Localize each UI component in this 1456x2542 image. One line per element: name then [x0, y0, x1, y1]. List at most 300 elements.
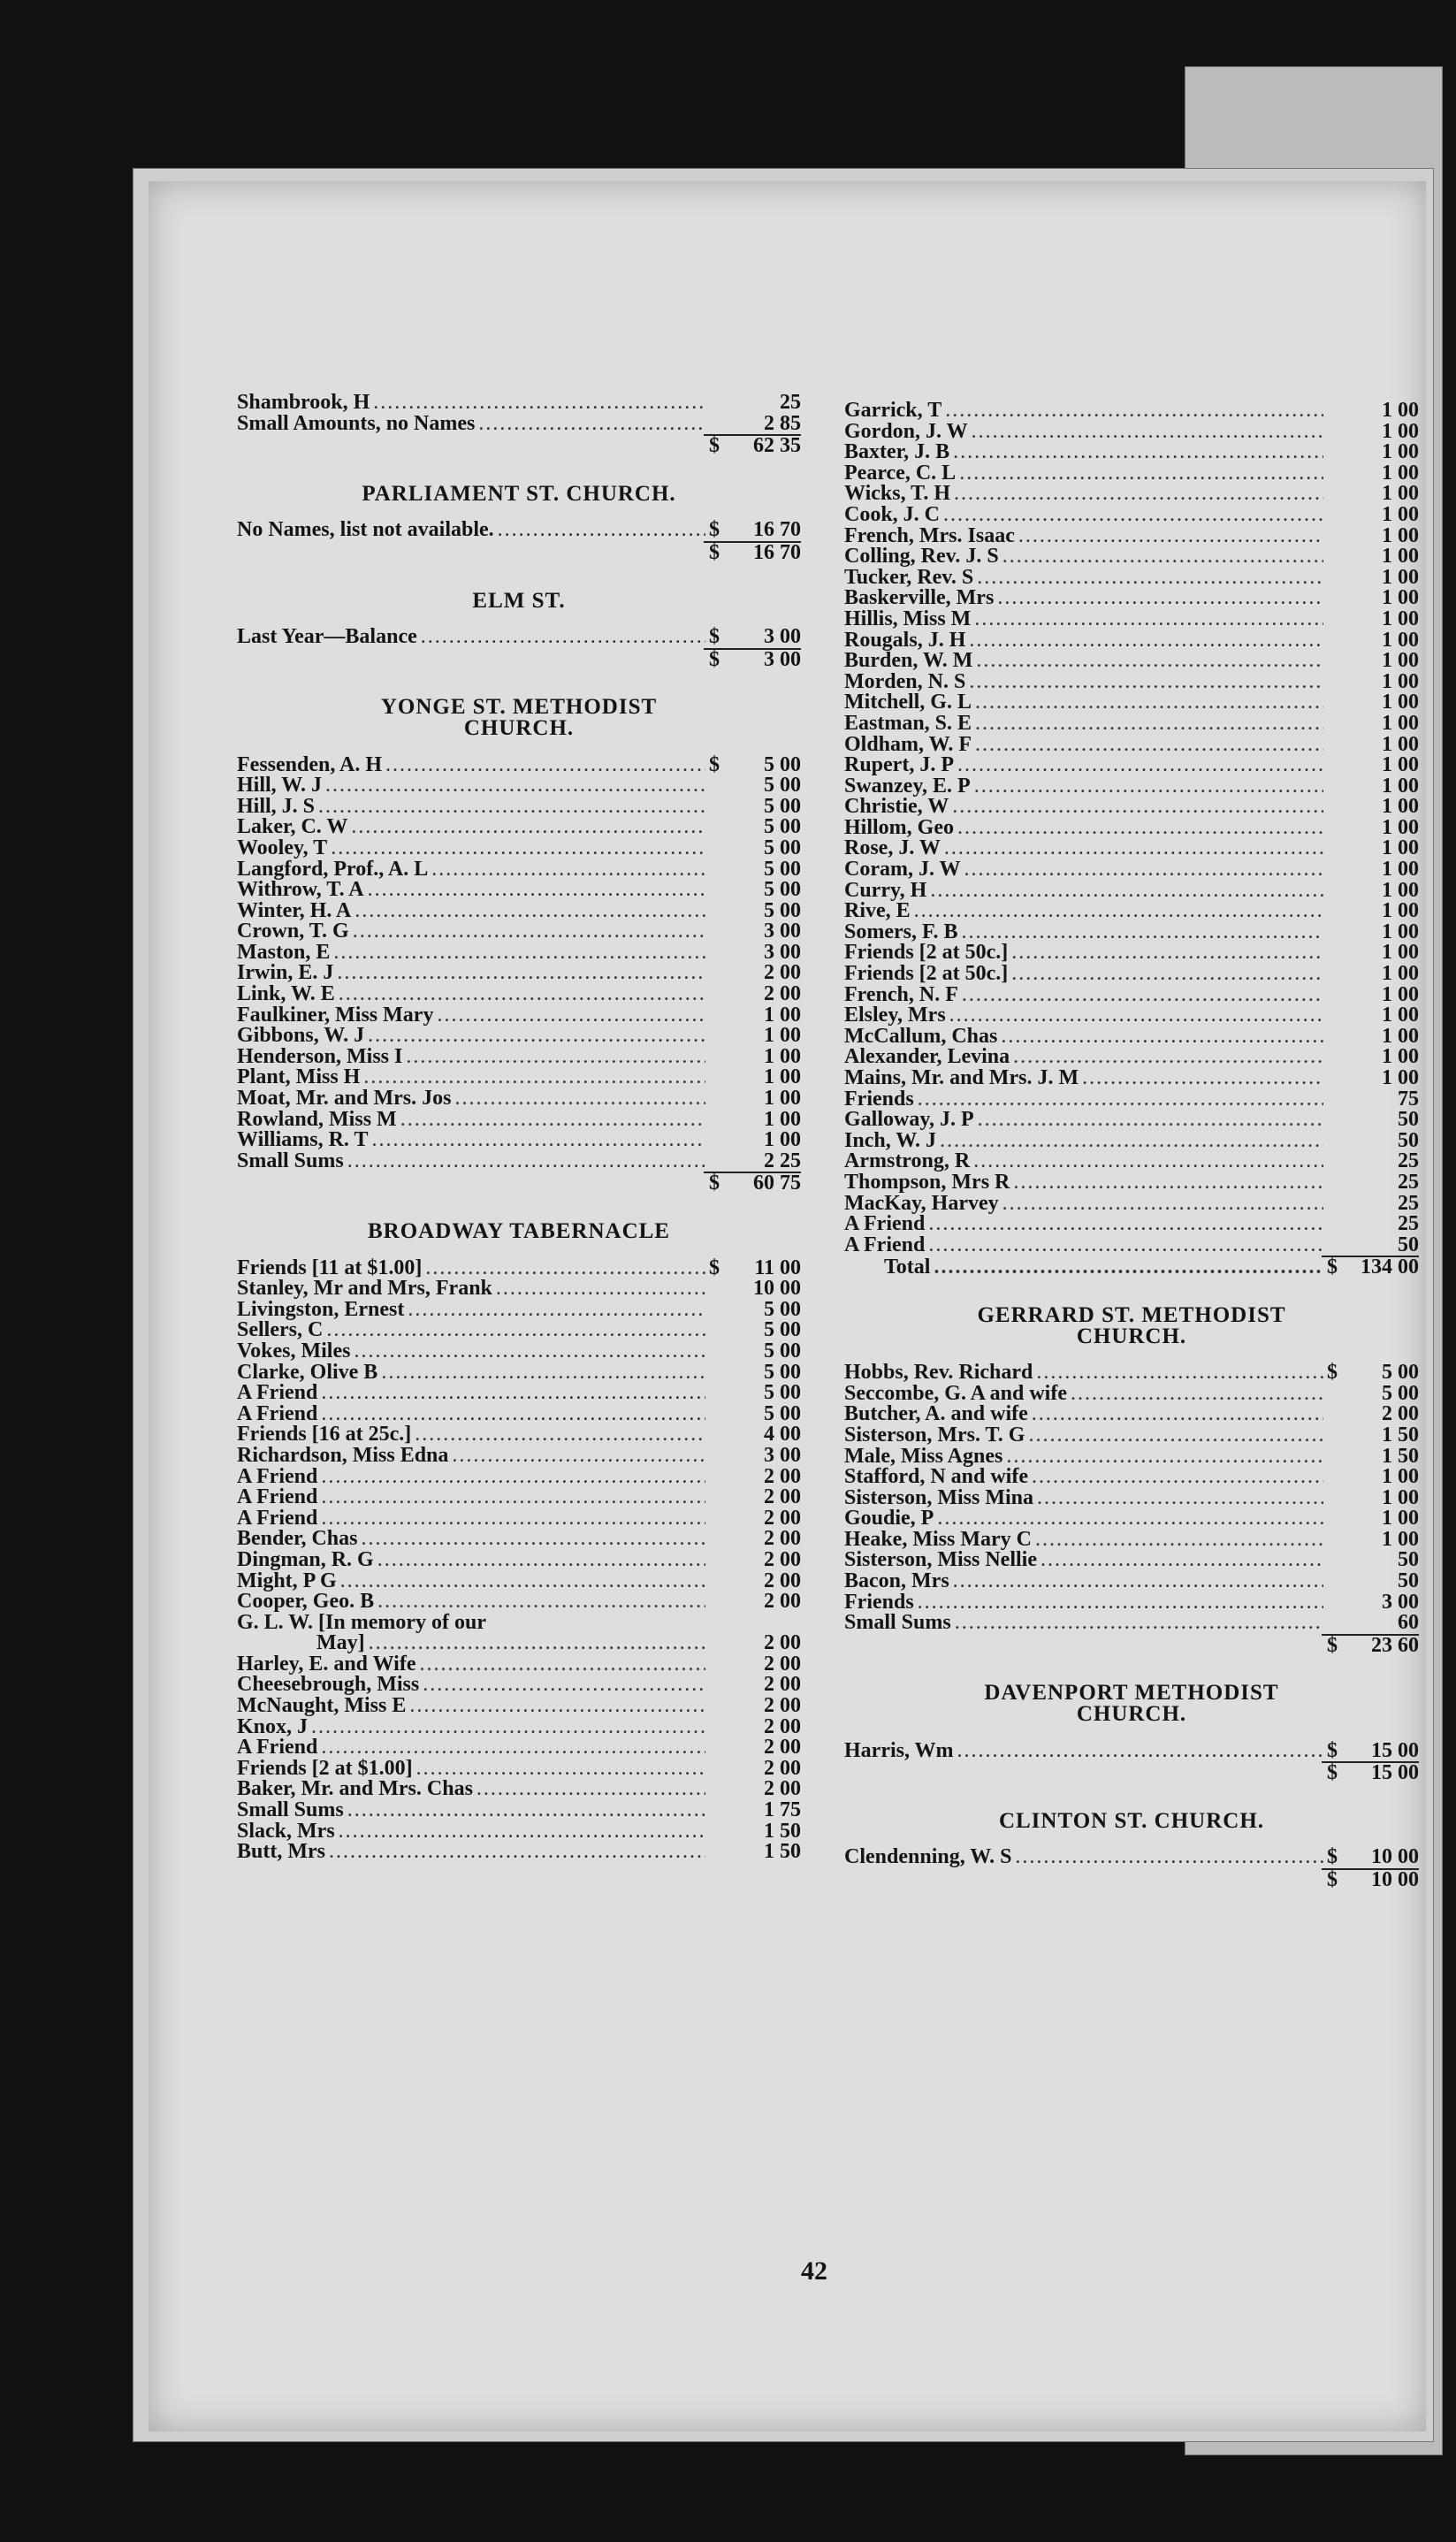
leader-dots — [431, 859, 705, 881]
leader-dots — [976, 651, 1323, 672]
total-row — [844, 1870, 1419, 1891]
leader-dots — [331, 838, 705, 859]
leader-dots — [363, 1067, 705, 1088]
leader-dots — [1041, 1550, 1323, 1571]
entry-amount: 2 00 — [764, 1464, 801, 1488]
entry-name: Hill, J. S — [237, 794, 316, 818]
ledger-row — [237, 1633, 801, 1654]
entry-name: Harley, E. and Wife — [237, 1652, 416, 1676]
entry-amount: 1 00 — [1382, 502, 1419, 526]
entry-amount: 2 00 — [764, 1756, 801, 1780]
entry-name: Rougals, J. H — [844, 628, 966, 652]
ledger-row — [844, 859, 1419, 881]
entry-name: Last Year—Balance — [237, 625, 417, 649]
entry-amount: 2 00 — [764, 982, 801, 1006]
ledger-row — [844, 1738, 1419, 1762]
entry-amount: 2 00 — [764, 1673, 801, 1697]
entry-name: Sisterson, Mrs. T. G — [844, 1423, 1025, 1447]
entry-name: Eastman, S. E — [844, 711, 972, 735]
spacer — [237, 670, 801, 697]
leader-dots — [945, 401, 1323, 422]
leader-dots — [329, 1842, 705, 1863]
entry-name: Friends [2 at $1.00] — [237, 1756, 413, 1780]
ledger-row — [237, 1675, 801, 1696]
entry-name: Coram, J. W — [844, 858, 961, 882]
leader-dots — [953, 1571, 1323, 1592]
spacer — [237, 1195, 801, 1221]
entry-amount: 1 00 — [1382, 482, 1419, 506]
ledger-row — [237, 898, 801, 922]
entry-name: Moat, Mr. and Mrs. Jos — [237, 1087, 452, 1111]
ledger-row — [237, 1737, 801, 1759]
entry-name: Burden, W. M — [844, 649, 973, 673]
ledger-row — [237, 1424, 801, 1446]
leader-dots — [1002, 546, 1323, 568]
ledger-row — [844, 1128, 1419, 1152]
entry-name: Butcher, A. and wife — [844, 1402, 1028, 1426]
entry-name: Mitchell, G. L — [844, 691, 972, 714]
total-row — [844, 1633, 1419, 1657]
ledger-row — [237, 1360, 801, 1384]
entry-amount: 1 00 — [1382, 753, 1419, 777]
entry-amount: 1 00 — [1382, 669, 1419, 693]
total-amount: 62 35 — [753, 434, 801, 458]
entry-amount: 1 00 — [1382, 1507, 1419, 1531]
leader-dots — [1002, 1194, 1323, 1215]
ledger-row — [844, 878, 1419, 902]
ledger-row — [844, 1592, 1419, 1614]
entry-amount: 1 00 — [1382, 920, 1419, 943]
entry-amount: 25 — [1398, 1149, 1419, 1173]
leader-dots — [377, 1550, 705, 1571]
dollar-sign: $ — [709, 1256, 720, 1279]
entry-amount: 5 00 — [764, 1381, 801, 1405]
ledger-row — [237, 1443, 801, 1467]
leader-dots — [321, 1467, 705, 1488]
ledger-row — [844, 523, 1419, 547]
ledger-row — [844, 1527, 1419, 1551]
entry-amount: 1 00 — [1382, 461, 1419, 485]
entry-amount: 10 00 — [1371, 1845, 1419, 1869]
ledger-row — [844, 901, 1419, 922]
entry-amount: 2 00 — [764, 1652, 801, 1676]
total-row — [844, 1763, 1419, 1784]
total-row — [237, 436, 801, 457]
entry-name: Thompson, Mrs R — [844, 1170, 1010, 1194]
leader-dots — [1001, 1027, 1323, 1048]
entry-amount: 1 00 — [1382, 711, 1419, 735]
entry-name: McCallum, Chas — [844, 1024, 998, 1048]
dollar-sign: $ — [1327, 1868, 1338, 1891]
leader-dots — [452, 1446, 705, 1467]
ledger-row — [237, 1341, 801, 1363]
entry-amount: 1 00 — [1382, 1527, 1419, 1551]
leader-dots — [928, 1214, 1323, 1235]
leader-dots — [476, 1779, 705, 1800]
entry-name: McNaught, Miss E — [237, 1694, 407, 1718]
entry-name: May] — [316, 1631, 365, 1655]
ledger-row — [237, 1026, 801, 1047]
entry-name: Male, Miss Agnes — [844, 1444, 1003, 1468]
leader-dots — [969, 672, 1323, 693]
leader-dots — [377, 1592, 705, 1613]
entry-amount: 1 00 — [1382, 858, 1419, 882]
leader-dots — [421, 627, 705, 648]
entry-amount: 1 00 — [764, 1087, 801, 1111]
leader-dots — [409, 1696, 705, 1717]
ledger-row — [844, 484, 1419, 505]
entry-name: French, N. F — [844, 982, 958, 1006]
entry-name: Goudie, P — [844, 1507, 934, 1531]
leader-dots — [321, 1383, 705, 1404]
entry-name: MacKay, Harvey — [844, 1191, 999, 1215]
leader-dots — [1018, 526, 1323, 547]
leader-dots — [318, 797, 705, 818]
dollar-sign: $ — [709, 1172, 720, 1195]
ledger-row — [237, 1696, 801, 1717]
entry-name: Somers, F. B — [844, 920, 958, 943]
section-heading: YONGE ST. METHODIST — [380, 695, 658, 720]
entry-amount: 5 00 — [764, 1339, 801, 1363]
entry-amount: 1 00 — [1382, 1066, 1419, 1089]
entry-name: Henderson, Miss I — [237, 1044, 403, 1068]
leader-dots — [400, 1110, 705, 1131]
leader-dots — [1013, 1047, 1323, 1068]
leader-dots — [962, 985, 1323, 1006]
ledger-row — [237, 627, 801, 648]
ledger-row — [844, 755, 1419, 776]
entry-amount: 2 00 — [764, 1569, 801, 1592]
ledger-row — [844, 732, 1419, 756]
entry-name: Swanzey, E. P — [844, 774, 971, 798]
entry-amount: 2 00 — [764, 1527, 801, 1551]
entry-name: Inch, W. J — [844, 1128, 937, 1152]
entry-name: Elsley, Mrs — [844, 1004, 946, 1027]
ledger-row — [844, 797, 1419, 818]
entry-amount: 1 00 — [1382, 836, 1419, 860]
ledger-row — [237, 794, 801, 818]
ledger-row — [844, 609, 1419, 630]
leader-dots — [952, 797, 1323, 818]
leader-dots — [1071, 1384, 1323, 1405]
leader-dots — [498, 520, 705, 541]
leader-dots — [1035, 1530, 1323, 1551]
leader-dots — [1032, 1467, 1323, 1488]
ledger-row — [844, 651, 1419, 672]
entry-name: Small Amounts, no Names — [237, 411, 476, 435]
spacer — [844, 1784, 1419, 1811]
entry-amount: 2 25 — [764, 1149, 801, 1172]
ledger-row — [844, 776, 1419, 798]
entry-amount: 25 — [780, 391, 801, 414]
ledger-row — [237, 1005, 801, 1027]
dollar-sign: $ — [1327, 1256, 1338, 1279]
leader-dots — [321, 1737, 705, 1759]
ledger-row — [844, 565, 1419, 589]
entry-name: Sellers, C — [237, 1318, 324, 1342]
entry-name: Wooley, T — [237, 836, 328, 859]
entry-amount: 1 00 — [1382, 1485, 1419, 1509]
leader-dots — [975, 692, 1323, 714]
entry-amount: 2 00 — [764, 1777, 801, 1801]
entry-amount: 2 00 — [764, 961, 801, 985]
leader-dots — [333, 943, 705, 964]
dollar-sign: $ — [709, 647, 720, 671]
entry-name: Shambrook, H — [237, 391, 370, 414]
ledger-row — [237, 838, 801, 859]
ledger-row — [844, 502, 1419, 526]
ledger-row — [237, 1756, 801, 1780]
leader-dots — [454, 1088, 705, 1110]
leader-dots — [1028, 1425, 1323, 1447]
entry-amount: 5 00 — [764, 774, 801, 798]
section-heading: PARLIAMENT ST. CHURCH. — [362, 481, 676, 506]
entry-name: Seccombe, G. A and wife — [844, 1381, 1067, 1405]
leader-dots — [955, 1613, 1323, 1634]
total-row — [237, 647, 801, 671]
entry-amount: 1 00 — [764, 1003, 801, 1027]
entry-name: Small Sums — [844, 1611, 951, 1635]
spacer — [237, 564, 801, 591]
entry-amount: 1 00 — [1382, 649, 1419, 673]
leader-dots — [974, 776, 1323, 798]
leader-dots — [347, 1151, 705, 1172]
ledger-row — [237, 1130, 801, 1151]
ledger-row — [844, 1110, 1419, 1131]
leader-dots — [969, 630, 1323, 652]
entry-name: Stafford, N and wife — [844, 1465, 1028, 1489]
entry-name: Langford, Prof., A. L — [237, 857, 429, 881]
entry-amount: 1 00 — [1382, 941, 1419, 965]
entry-name: A Friend — [237, 1401, 318, 1425]
leader-dots — [1013, 1172, 1323, 1194]
right-column — [844, 401, 1419, 1891]
entry-amount: 2 00 — [764, 1736, 801, 1760]
leader-dots — [353, 921, 705, 943]
entry-amount: 4 00 — [764, 1423, 801, 1447]
entry-amount: 5 00 — [1382, 1381, 1419, 1405]
entry-amount: 1 00 — [1382, 982, 1419, 1006]
leader-dots — [337, 963, 705, 984]
spacer — [844, 1725, 1419, 1741]
leader-dots — [1032, 1404, 1323, 1425]
entry-name: Armstrong, R — [844, 1149, 971, 1173]
ledger-row — [237, 817, 801, 838]
ledger-row — [844, 838, 1419, 859]
ledger-row — [237, 411, 801, 435]
entry-name: Baker, Mr. and Mrs. Chas — [237, 1777, 473, 1801]
leader-dots — [957, 755, 1323, 776]
entry-amount: 3 00 — [764, 1443, 801, 1467]
entry-amount: 1 00 — [1382, 523, 1419, 547]
entry-name: Friends [2 at 50c.] — [844, 941, 1009, 965]
leader-dots — [416, 1759, 705, 1780]
ledger-row — [844, 982, 1419, 1006]
leader-dots — [978, 1110, 1323, 1131]
entry-amount: 1 00 — [1382, 795, 1419, 819]
leader-dots — [957, 818, 1323, 839]
entry-name: Oldham, W. F — [844, 732, 972, 756]
leader-dots — [974, 609, 1323, 630]
entry-amount: 2 00 — [764, 1590, 801, 1614]
dollar-sign: $ — [1327, 1845, 1338, 1869]
entry-name: Rose, J. W — [844, 836, 941, 860]
ledger-row — [237, 1258, 801, 1279]
ledger-row — [844, 419, 1419, 443]
entry-name: Sisterson, Miss Mina — [844, 1485, 1034, 1509]
total-amount: 3 00 — [764, 647, 801, 671]
entry-name: Plant, Miss H — [237, 1065, 361, 1089]
total-amount: 10 00 — [1371, 1868, 1419, 1891]
entry-name: Friends — [844, 1590, 914, 1614]
ledger-row — [237, 880, 801, 901]
ledger-row — [237, 1107, 801, 1131]
entry-name: Mains, Mr. and Mrs. J. M — [844, 1066, 1079, 1089]
entry-amount: 1 00 — [764, 1107, 801, 1131]
ledger-row — [237, 1714, 801, 1738]
ledger-row — [237, 984, 801, 1005]
ledger-row — [844, 1485, 1419, 1509]
total-label: Total — [884, 1256, 931, 1279]
entry-name: Friends [2 at 50c.] — [844, 962, 1009, 986]
entry-name: Livingston, Ernest — [237, 1297, 405, 1321]
leader-dots — [918, 1592, 1323, 1614]
ledger-row — [844, 588, 1419, 609]
entry-name: Friends [11 at $1.00] — [237, 1256, 423, 1279]
page-number: 42 — [801, 2256, 827, 2286]
leader-dots — [964, 859, 1323, 881]
leader-dots — [943, 505, 1323, 526]
ledger-row — [237, 1067, 801, 1088]
entry-amount: 5 00 — [764, 878, 801, 902]
entry-amount: 2 85 — [764, 411, 801, 435]
leader-dots — [975, 735, 1323, 756]
entry-name: Curry, H — [844, 878, 927, 902]
leader-dots — [368, 1026, 705, 1047]
ledger-row — [844, 964, 1419, 985]
entry-name: Gordon, J. W — [844, 419, 968, 443]
total-amount: 23 60 — [1371, 1633, 1419, 1657]
leader-dots — [934, 1257, 1323, 1279]
ledger-row — [844, 1550, 1419, 1571]
entry-amount: 75 — [1398, 1087, 1419, 1111]
entry-name: A Friend — [844, 1233, 926, 1256]
entry-amount: 1 00 — [764, 1044, 801, 1068]
entry-amount: 3 00 — [764, 920, 801, 943]
entry-amount: 1 50 — [764, 1819, 801, 1843]
section-heading: CHURCH. — [1076, 1324, 1187, 1348]
entry-name: Williams, R. T — [237, 1128, 369, 1152]
ledger-row — [237, 1508, 801, 1530]
entry-amount: 1 00 — [1382, 628, 1419, 652]
leader-dots — [1011, 943, 1323, 964]
entry-amount: 5 00 — [764, 794, 801, 818]
entry-name: Link, W. E — [237, 982, 335, 1006]
entry-amount: 2 00 — [764, 1485, 801, 1509]
leader-dots — [325, 775, 705, 797]
entry-amount: 16 70 — [753, 518, 801, 542]
ledger-row — [844, 1404, 1419, 1425]
entry-amount: 5 00 — [764, 836, 801, 859]
leader-dots — [351, 817, 705, 838]
leader-dots — [354, 1341, 705, 1363]
entry-amount: 1 75 — [764, 1798, 801, 1822]
entry-amount: 2 00 — [764, 1631, 801, 1655]
ledger-row — [844, 1214, 1419, 1235]
entry-name: Rive, E — [844, 899, 911, 923]
entry-name: A Friend — [237, 1736, 318, 1760]
leader-dots — [361, 1529, 705, 1550]
entry-name: Bender, Chas — [237, 1527, 358, 1551]
section-heading: CHURCH. — [1076, 1702, 1187, 1727]
leader-dots — [354, 901, 705, 922]
ledger-row — [237, 1821, 801, 1843]
ledger-row — [844, 630, 1419, 652]
entry-amount: 1 00 — [1382, 962, 1419, 986]
entry-name: Richardson, Miss Edna — [237, 1443, 449, 1467]
section-heading: CLINTON ST. CHURCH. — [998, 1808, 1265, 1833]
ledger-row — [844, 1847, 1419, 1868]
ledger-row — [844, 1068, 1419, 1089]
entry-name: Bacon, Mrs — [844, 1569, 949, 1593]
ledger-row — [844, 815, 1419, 839]
entry-name: Laker, C. W — [237, 815, 348, 839]
ledger-row — [237, 1297, 801, 1321]
leader-dots — [339, 984, 705, 1005]
entry-amount: 50 — [1398, 1233, 1419, 1256]
leader-dots — [959, 463, 1323, 485]
entry-name: Maston, E — [237, 940, 331, 964]
entry-name: Morden, N. S — [844, 669, 966, 693]
ledger-row — [844, 1151, 1419, 1172]
entry-amount: 50 — [1398, 1128, 1419, 1152]
ledger-row — [844, 1172, 1419, 1194]
entry-amount: 5 00 — [764, 815, 801, 839]
ledger-row — [844, 943, 1419, 964]
leader-dots — [437, 1005, 705, 1027]
entry-name: Winter, H. A — [237, 898, 352, 922]
entry-amount: 11 00 — [754, 1256, 801, 1279]
leader-dots — [977, 568, 1323, 589]
ledger-row — [844, 922, 1419, 943]
ledger-row — [237, 1088, 801, 1110]
entry-amount: 15 00 — [1371, 1738, 1419, 1762]
dollar-sign: $ — [1327, 1361, 1338, 1385]
leader-dots — [347, 1800, 705, 1821]
ledger-row — [237, 1383, 801, 1404]
leader-dots — [321, 1508, 705, 1530]
entry-amount: 1 00 — [1382, 815, 1419, 839]
dollar-sign: $ — [709, 752, 720, 776]
entry-amount: 5 00 — [764, 1401, 801, 1425]
entry-name: Dingman, R. G — [237, 1547, 374, 1571]
total-amount: 60 75 — [753, 1172, 801, 1195]
entry-name: Heake, Miss Mary C — [844, 1527, 1032, 1551]
entry-name: Hobbs, Rev. Richard — [844, 1361, 1033, 1385]
leader-dots — [914, 901, 1323, 922]
entry-amount: 1 00 — [1382, 440, 1419, 464]
entry-amount: 50 — [1398, 1548, 1419, 1572]
entry-name: A Friend — [237, 1381, 318, 1405]
dollar-sign: $ — [1327, 1738, 1338, 1762]
entry-amount: 1 00 — [1382, 399, 1419, 422]
entry-amount: 2 00 — [764, 1694, 801, 1718]
ledger-row — [237, 1592, 801, 1613]
entry-amount: 2 00 — [764, 1547, 801, 1571]
entry-name: Hillom, Geo — [844, 815, 954, 839]
entry-name: Friends [16 at 25c.] — [237, 1423, 412, 1447]
ledger-row — [237, 1779, 801, 1800]
